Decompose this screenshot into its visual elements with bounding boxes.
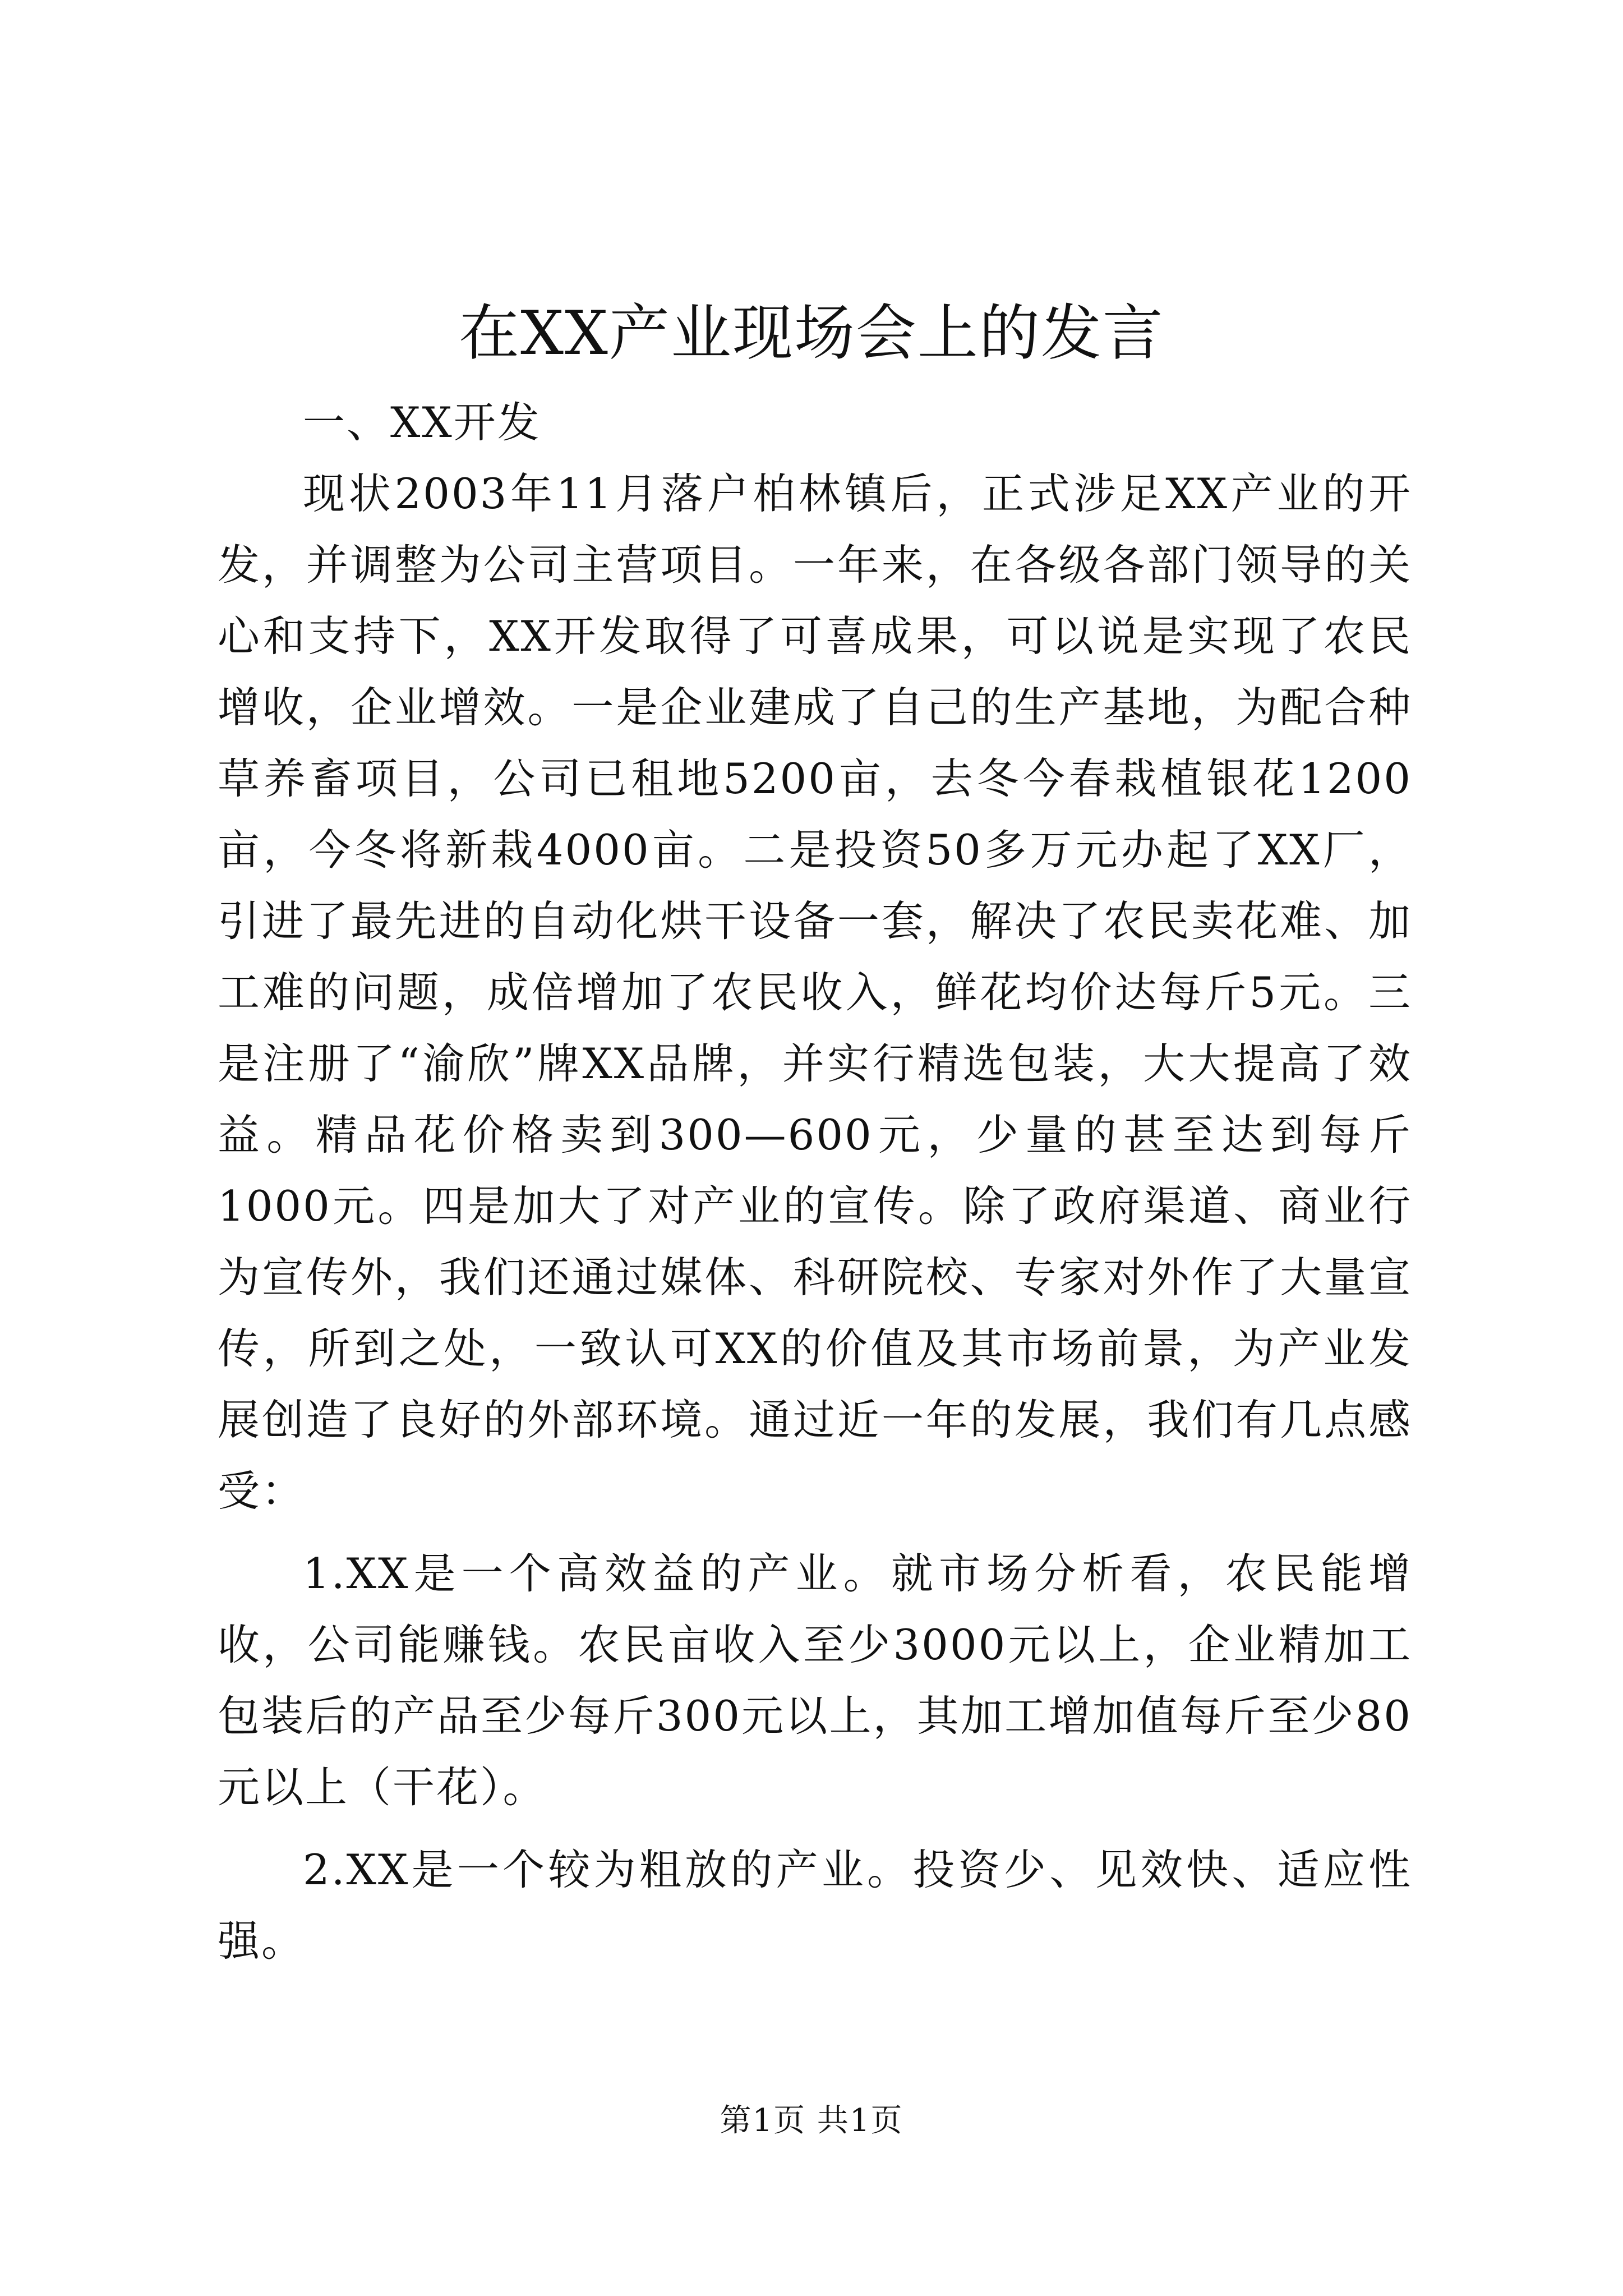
page-number-label: 第1页 共1页 bbox=[720, 2102, 903, 2139]
document-title: 在XX产业现场会上的发言 bbox=[459, 298, 1164, 369]
body-paragraph-3: 2.XX是一个较为粗放的产业。投资少、见效快、适应性强。 bbox=[218, 1845, 1412, 1966]
section-heading: 一、XX开发 bbox=[303, 398, 541, 447]
body-paragraph-1: 现状2003年11月落户柏林镇后，正式涉足XX产业的开发，并调整为公司主营项目。一年来，在各级各部门领导的关心和支持下，XX开发取得了可喜成果，可以说是实现了农民增收，企业增效。一是企业建成了自己的生产基地，为配合种草养畜项目，公司已租地5200亩，去冬今春栽植银花1200亩，今冬将新栽4000亩。二是投资50多万元办起了XX厂，引进了最先进的自动化烘干设备一套，解决了农民卖花难、加工难的问题，成倍增加了农民收入，鲜花均价达每斤5元。三是注册了“渝欣”牌XX品牌，并实行精选包装，大大提高了效益。精品花价格卖到300—600元，少量的甚至达到每斤1000元。四是加大了对产业的宣传。除了政府渠道、商业行为宣传外，我们还通过媒体、科研院校、专家对外作了大量宣传，所到之处，一致认可XX的价值及其市场前景，为产业发展创造了良好的外部环境。通过近一年的发展，我们有几点感受： bbox=[218, 469, 1412, 1516]
document-body bbox=[218, 387, 1412, 1977]
page-footer bbox=[0, 2101, 1623, 2141]
body-paragraph-2: 1.XX是一个高效益的产业。就市场分析看，农民能增收，公司能赚钱。农民亩收入至少3000元以上，企业精加工包装后的产品至少每斤300元以上，其加工增加值每斤至少80元以上（干花）。 bbox=[218, 1549, 1412, 1812]
